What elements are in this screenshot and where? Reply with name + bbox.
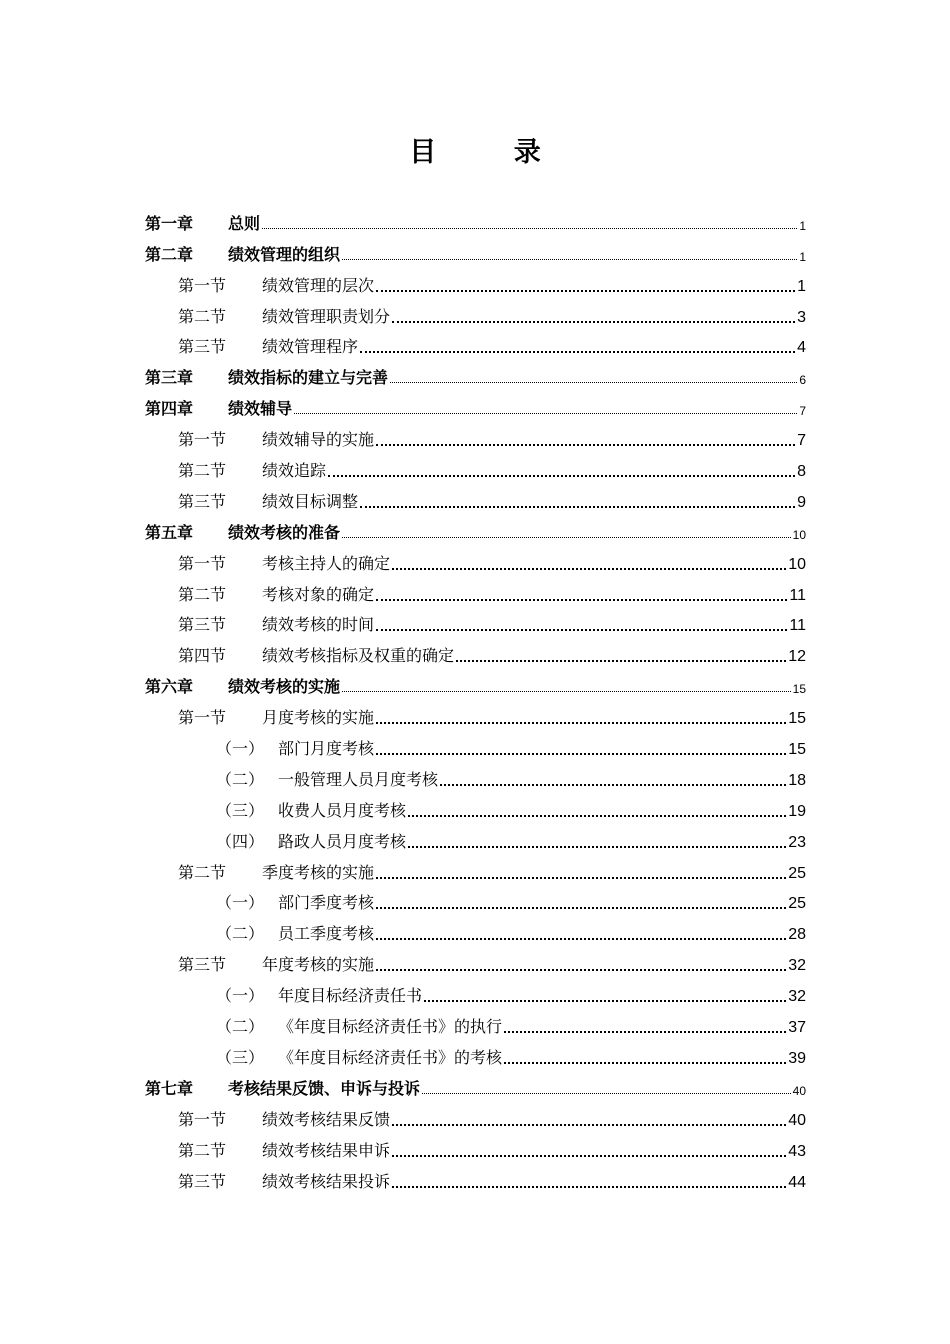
toc-section-entry[interactable]: [0, 549, 806, 580]
dot-leader: [392, 567, 786, 570]
dot-leader: [376, 721, 786, 724]
toc-entry-page-number: 44: [788, 1173, 806, 1191]
toc-entry-number: 第二章: [145, 244, 194, 264]
toc-subsection-entry[interactable]: [0, 765, 806, 796]
toc-entry-title: 绩效考核结果投诉: [262, 1171, 391, 1191]
toc-subsection-entry[interactable]: [0, 796, 806, 827]
toc-entry-title: 考核结果反馈、申诉与投诉: [228, 1078, 421, 1098]
toc-entry-page-number: 4: [797, 339, 806, 357]
toc-entry-page-number: 10: [792, 527, 806, 542]
dot-leader: [262, 227, 797, 229]
toc-entry-page-number: 23: [788, 833, 806, 851]
toc-entry-title: 绩效辅导: [228, 399, 293, 419]
dot-leader: [392, 1185, 786, 1188]
toc-entry-number: 第三章: [145, 368, 194, 388]
toc-entry-number: 第一节: [178, 708, 227, 728]
toc-subsection-entry[interactable]: [0, 1012, 806, 1043]
toc-entry-number: 第二节: [178, 461, 227, 481]
toc-entry-page-number: 40: [788, 1111, 806, 1129]
dot-leader: [376, 628, 787, 631]
dot-leader: [422, 1092, 791, 1094]
toc-entry-number: 第四节: [178, 646, 227, 666]
toc-subsection-entry[interactable]: [0, 919, 806, 950]
toc-section-entry[interactable]: [0, 858, 806, 889]
toc-entry-number: 第三节: [178, 491, 227, 511]
toc-entry-page-number: 3: [797, 308, 806, 326]
toc-entry-title: 绩效辅导的实施: [262, 430, 375, 450]
dot-leader: [360, 350, 795, 353]
dot-leader: [376, 598, 787, 601]
toc-entry-page-number: 37: [788, 1019, 806, 1037]
toc-entry-page-number: 25: [788, 895, 806, 913]
toc-entry-page-number: 10: [788, 555, 806, 573]
toc-chapter-entry[interactable]: [0, 394, 806, 425]
toc-entry-page-number: 1: [799, 218, 806, 233]
toc-entry-title: 总则: [228, 213, 261, 233]
toc-subsection-entry[interactable]: [0, 734, 806, 765]
toc-entry-page-number: 40: [792, 1083, 806, 1098]
toc-entry-number: 第三节: [178, 1171, 227, 1191]
dot-leader: [376, 968, 786, 971]
dot-leader: [504, 1030, 786, 1033]
toc-section-entry[interactable]: [0, 611, 806, 642]
toc-entry-title: 部门月度考核: [278, 739, 375, 759]
toc-entry-number: 第一节: [178, 430, 227, 450]
toc-entry-page-number: 11: [789, 586, 806, 604]
toc-section-entry[interactable]: [0, 487, 806, 518]
toc-section-entry[interactable]: [0, 271, 806, 302]
dot-leader: [360, 505, 795, 508]
dot-leader: [376, 937, 786, 940]
toc-entry-title: 绩效目标调整: [262, 491, 359, 511]
dot-leader: [392, 1154, 786, 1157]
dot-leader: [390, 381, 797, 383]
toc-entry-page-number: 18: [788, 771, 806, 789]
toc-entry-number: 第一节: [178, 1109, 227, 1129]
toc-entry-number: （一）: [216, 986, 265, 1006]
toc-entry-number: 第三节: [178, 955, 227, 975]
toc-entry-number: 第一节: [178, 553, 227, 573]
toc-subsection-entry[interactable]: [0, 889, 806, 920]
toc-section-entry[interactable]: [0, 333, 806, 364]
toc-entry-page-number: 15: [792, 682, 806, 697]
dot-leader: [392, 320, 795, 323]
table-of-contents: [0, 209, 950, 1198]
toc-entry-number: 第二节: [178, 862, 227, 882]
toc-entry-page-number: 1: [797, 277, 806, 295]
toc-entry-number: 第三节: [178, 337, 227, 357]
dot-leader: [376, 876, 786, 879]
dot-leader: [328, 474, 795, 477]
toc-entry-page-number: 6: [799, 373, 806, 388]
dot-leader: [504, 1061, 786, 1064]
dot-leader: [408, 814, 786, 817]
toc-entry-title: 一般管理人员月度考核: [278, 769, 439, 789]
toc-entry-number: （三）: [216, 800, 265, 820]
toc-entry-page-number: 25: [788, 864, 806, 882]
toc-entry-title: 部门季度考核: [278, 893, 375, 913]
toc-chapter-entry[interactable]: [0, 240, 806, 271]
toc-entry-page-number: 9: [797, 493, 806, 511]
dot-leader: [294, 412, 797, 414]
toc-entry-title: 路政人员月度考核: [278, 831, 407, 851]
toc-subsection-entry[interactable]: [0, 981, 806, 1012]
toc-chapter-entry[interactable]: [0, 209, 806, 240]
toc-subsection-entry[interactable]: [0, 827, 806, 858]
dot-leader: [342, 536, 791, 538]
dot-leader: [408, 845, 786, 848]
toc-entry-title: 季度考核的实施: [262, 862, 375, 882]
toc-entry-page-number: 8: [797, 463, 806, 481]
toc-entry-title: 绩效考核指标及权重的确定: [262, 646, 455, 666]
toc-entry-title: 绩效管理的层次: [262, 275, 375, 295]
toc-entry-page-number: 32: [788, 957, 806, 975]
dot-leader: [456, 659, 786, 662]
toc-entry-title: 绩效管理程序: [262, 337, 359, 357]
toc-entry-number: 第二节: [178, 1140, 227, 1160]
toc-entry-title: 绩效管理职责划分: [262, 306, 391, 326]
toc-entry-number: 第五章: [145, 522, 194, 542]
toc-entry-page-number: 11: [789, 617, 806, 635]
toc-entry-title: 绩效考核结果反馈: [262, 1109, 391, 1129]
dot-leader: [376, 289, 795, 292]
toc-entry-number: 第四章: [145, 399, 194, 419]
toc-entry-number: （一）: [216, 893, 265, 913]
toc-entry-page-number: 32: [788, 988, 806, 1006]
toc-entry-number: 第一节: [178, 275, 227, 295]
toc-entry-number: （二）: [216, 1017, 265, 1037]
toc-entry-title: 绩效指标的建立与完善: [228, 368, 389, 388]
dot-leader: [342, 258, 797, 260]
dot-leader: [392, 1123, 786, 1126]
toc-chapter-entry[interactable]: [0, 363, 806, 394]
toc-entry-title: 绩效管理的组织: [228, 244, 341, 264]
toc-entry-title: 年度考核的实施: [262, 955, 375, 975]
toc-entry-title: 绩效考核的准备: [228, 522, 341, 542]
page-title: 目 录: [409, 137, 575, 168]
toc-section-entry[interactable]: [0, 1136, 806, 1167]
toc-entry-number: 第二节: [178, 306, 227, 326]
toc-entry-page-number: 15: [788, 741, 806, 759]
toc-entry-title: 绩效考核的时间: [262, 615, 375, 635]
toc-entry-title: 绩效追踪: [262, 461, 327, 481]
dot-leader: [440, 783, 786, 786]
toc-entry-title: 绩效考核结果申诉: [262, 1140, 391, 1160]
toc-entry-page-number: 19: [788, 802, 806, 820]
toc-entry-title: 绩效考核的实施: [228, 677, 341, 697]
toc-entry-number: 第一章: [145, 213, 194, 233]
toc-section-entry[interactable]: [0, 456, 806, 487]
toc-chapter-entry[interactable]: [0, 1074, 806, 1105]
toc-entry-page-number: 39: [788, 1049, 806, 1067]
toc-entry-number: （一）: [216, 739, 265, 759]
toc-section-entry[interactable]: [0, 302, 806, 333]
toc-entry-title: 《年度目标经济责任书》的执行: [278, 1017, 503, 1037]
toc-section-entry[interactable]: [0, 1167, 806, 1198]
toc-chapter-entry[interactable]: [0, 672, 806, 703]
dot-leader: [376, 443, 795, 446]
dot-leader: [376, 906, 786, 909]
toc-entry-title: 考核对象的确定: [262, 584, 375, 604]
toc-entry-page-number: 1: [799, 249, 806, 264]
toc-section-entry[interactable]: [0, 950, 806, 981]
toc-entry-title: 收费人员月度考核: [278, 800, 407, 820]
toc-entry-page-number: 12: [788, 648, 806, 666]
toc-entry-number: （四）: [216, 831, 265, 851]
toc-entry-number: 第七章: [145, 1078, 194, 1098]
toc-entry-page-number: 43: [788, 1142, 806, 1160]
toc-entry-page-number: 7: [799, 404, 806, 419]
toc-entry-number: （三）: [216, 1047, 265, 1067]
toc-chapter-entry[interactable]: [0, 518, 806, 549]
toc-entry-page-number: 28: [788, 926, 806, 944]
toc-entry-number: （二）: [216, 924, 265, 944]
toc-entry-page-number: 7: [797, 432, 806, 450]
toc-entry-number: 第二节: [178, 584, 227, 604]
toc-entry-title: 年度目标经济责任书: [278, 986, 423, 1006]
toc-entry-title: 考核主持人的确定: [262, 553, 391, 573]
toc-entry-title: 月度考核的实施: [262, 708, 375, 728]
dot-leader: [376, 752, 786, 755]
toc-section-entry[interactable]: [0, 641, 806, 672]
toc-entry-number: （二）: [216, 769, 265, 789]
toc-entry-page-number: 15: [788, 710, 806, 728]
toc-entry-title: 《年度目标经济责任书》的考核: [278, 1047, 503, 1067]
toc-section-entry[interactable]: [0, 425, 806, 456]
toc-section-entry[interactable]: [0, 580, 806, 611]
dot-leader: [342, 690, 791, 692]
toc-entry-title: 员工季度考核: [278, 924, 375, 944]
toc-entry-number: 第六章: [145, 677, 194, 697]
dot-leader: [424, 999, 786, 1002]
toc-subsection-entry[interactable]: [0, 1043, 806, 1074]
toc-entry-number: 第三节: [178, 615, 227, 635]
toc-section-entry[interactable]: [0, 1105, 806, 1136]
toc-section-entry[interactable]: [0, 703, 806, 734]
